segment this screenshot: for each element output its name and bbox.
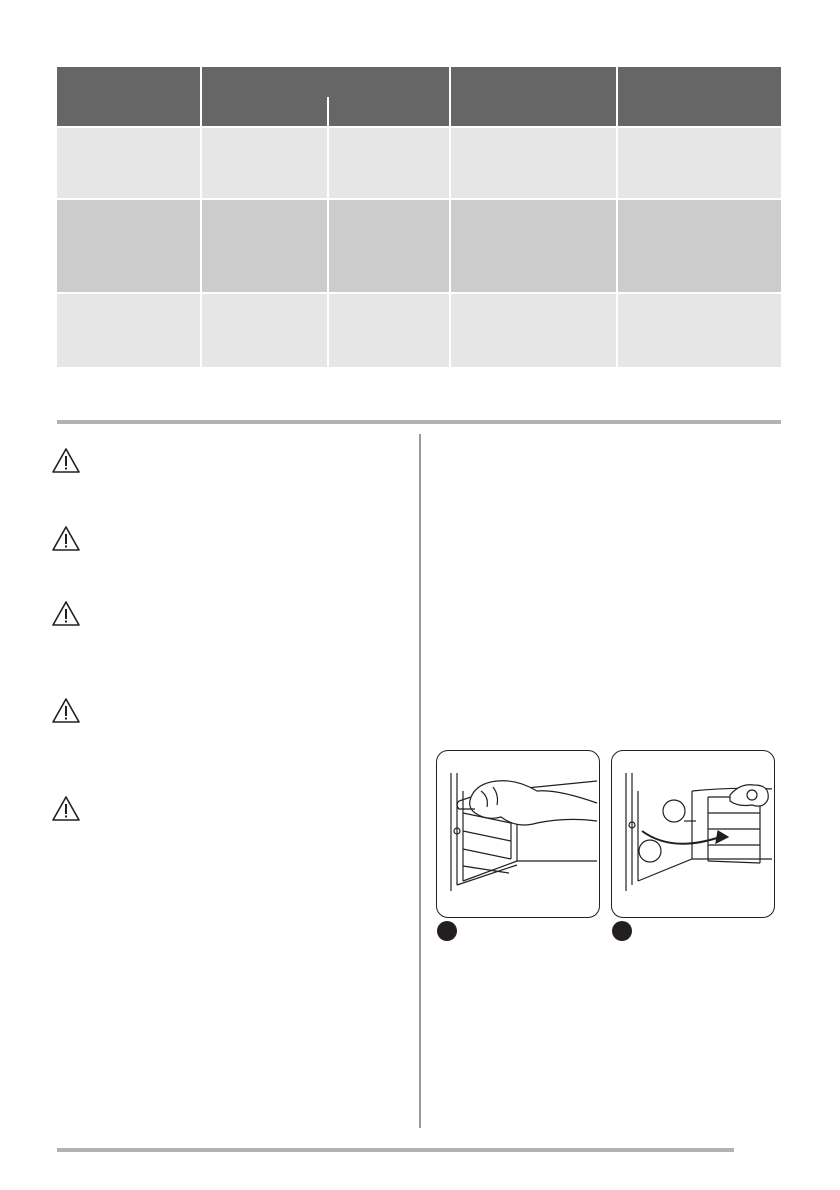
table-row [57,199,781,293]
table-column-divider [200,67,202,367]
column-divider [419,434,421,1128]
data-table [57,67,781,367]
warning-icon [51,697,81,725]
remove-shelf-support-illustration [436,750,600,918]
table-column-divider [616,67,618,367]
section-divider [57,420,781,424]
warning-icon [51,447,81,475]
warning-icon [51,525,81,553]
table-header-row [57,67,781,127]
warning-icon [51,600,81,628]
table-row-divider [57,292,781,294]
table-row-divider [57,126,781,128]
figure-number-badge [437,921,457,941]
table-row [57,127,781,199]
table-subcolumn-divider [327,97,329,367]
table-row [57,293,781,367]
warning-icon [51,795,81,823]
install-shelf-support-illustration [611,750,775,918]
table-row-divider [57,198,781,200]
footer-divider [57,1148,734,1152]
table-column-divider [449,67,451,367]
figure-number-badge [612,921,632,941]
